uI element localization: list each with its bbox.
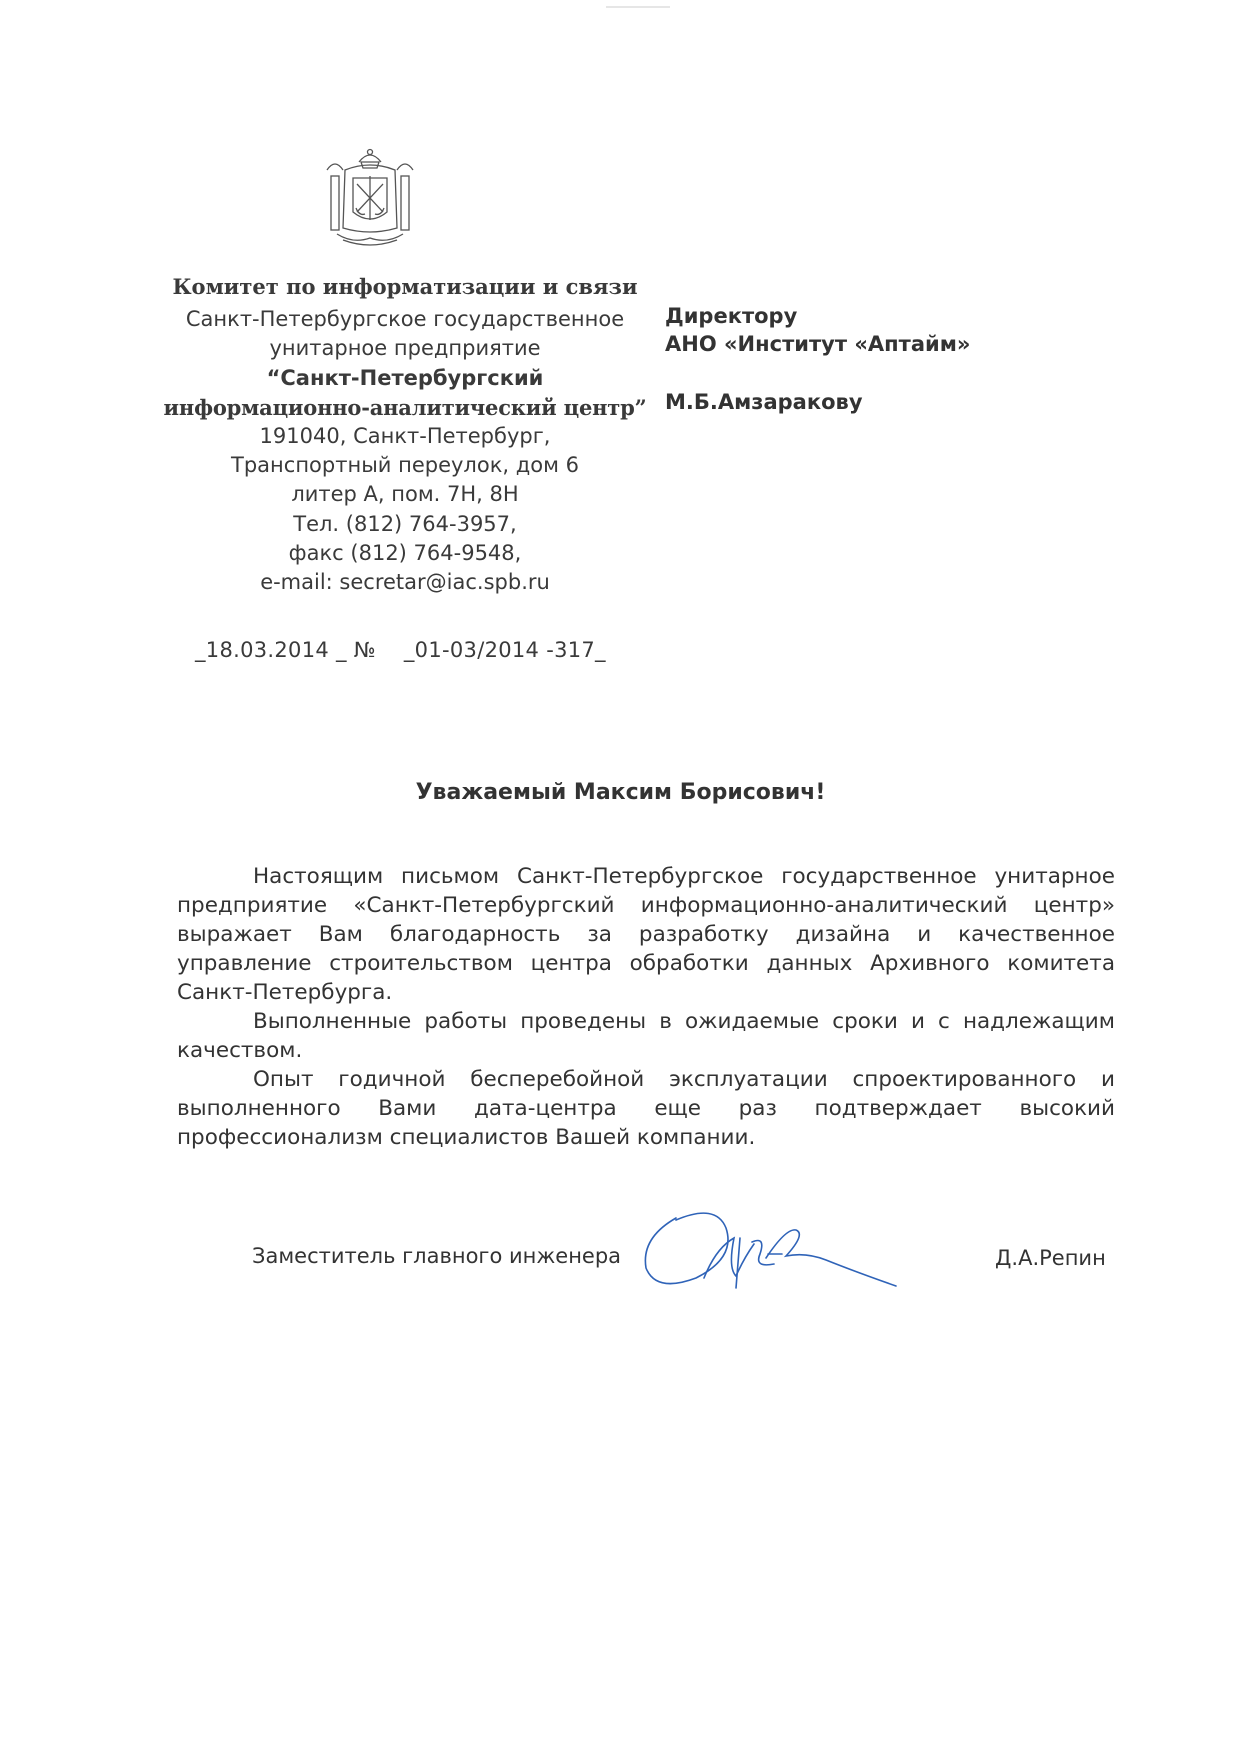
email-line: e-mail: secretar@iac.spb.ru: [260, 570, 550, 595]
recipient-position: Директору: [665, 304, 798, 328]
sender-line: Санкт-Петербургское государственное: [185, 307, 625, 332]
address-line: литер А, пом. 7Н, 8Н: [291, 482, 519, 507]
handwritten-signature: [636, 1198, 916, 1308]
registration-line: [195, 638, 606, 662]
recipient-block: [665, 302, 1045, 416]
salutation: Уважаемый Максим Борисович!: [415, 780, 826, 805]
address-line: 191040, Санкт-Петербург,: [259, 424, 551, 449]
coat-of-arms-icon: [323, 146, 417, 250]
organization-name-continued: информационно-аналитический центр”: [163, 394, 647, 420]
phone-line: Тел. (812) 764-3957,: [293, 511, 517, 536]
sender-block: [155, 272, 655, 597]
fax-line: факс (812) 764-9548,: [288, 540, 522, 565]
signatory-title: Заместитель главного инженера: [252, 1244, 622, 1268]
recipient-name: М.Б.Амзаракову: [665, 390, 863, 414]
recipient-organization: АНО «Институт «Аптайм»: [665, 332, 971, 356]
scan-mark: [606, 6, 670, 8]
registration-number: _01-03/2014 -317_: [403, 638, 606, 662]
address-line: Транспортный переулок, дом 6: [231, 453, 579, 478]
signatory-name: Д.А.Репин: [995, 1246, 1106, 1270]
letter-body: [177, 862, 1115, 1152]
sender-line: унитарное предприятие: [269, 336, 541, 361]
organization-name: “Санкт-Петербургский: [266, 365, 544, 390]
committee-name: Комитет по информатизации и связи: [172, 274, 638, 299]
paragraph: Настоящим письмом Санкт-Петербургское государственное унитарное предприятие «Санкт-Петербургский информационно-аналитический центр» выражает Вам благодарность за разработку дизайна и качественное управление строительством центра обработки данных Архивного комитета Санкт-Петербурга.: [177, 864, 1115, 1005]
registration-date: _18.03.2014 _: [195, 638, 347, 662]
paragraph: Опыт годичной бесперебойной эксплуатации спроектированного и выполненного Вами дата-центра еще раз подтверждает высокий профессионализм специалистов Вашей компании.: [177, 1067, 1115, 1150]
paragraph: Выполненные работы проведены в ожидаемые сроки и с надлежащим качеством.: [177, 1009, 1115, 1063]
registration-number-sign: №: [353, 638, 376, 662]
